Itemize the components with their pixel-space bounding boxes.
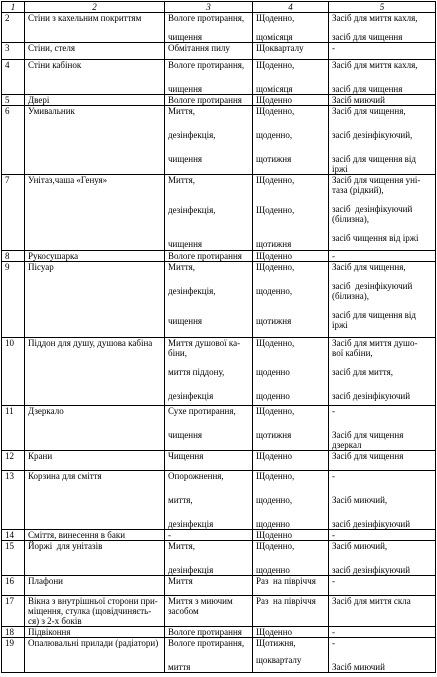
agent-cell: - Засіб миючий [329,638,436,673]
object-cell: Стіни кабінок [25,60,165,95]
object-cell: Піддон для душу, душова кабіна [25,338,165,406]
method-cell: Миття з миючим засобом [165,596,253,627]
row-number: 15 [2,541,25,576]
object-cell: Рукосушарка [25,251,165,262]
frequency-cell: Щоденно, щоденно, щотижня [253,262,329,338]
frequency-cell: Щоденно, щомісяця [253,60,329,95]
frequency-cell: Щоденно, Щоденно, щотижня [253,175,329,251]
object-cell: Двері [25,95,165,106]
frequency-cell: Щоденно, щомісяця [253,13,329,43]
frequency-cell: Щоденно [253,627,329,638]
agent-cell: Засіб миючий [329,95,436,106]
table-row [2,638,436,673]
method-cell: Миття, дезінфекція, чищення [165,106,253,175]
table-row [2,451,436,471]
agent-cell: Засіб для чищення уні- таза (рідкий), засіб дезінфікуючий (білизна), засіб чищення від іржі [329,175,436,251]
method-cell: Миття, дезінфекція [165,541,253,576]
object-cell: Унітаз,чаша «Генуя» [25,175,165,251]
table-row [2,251,436,262]
row-number: 13 [2,471,25,530]
frequency-cell: Щоденно [253,251,329,262]
row-number: 5 [2,95,25,106]
frequency-cell: Щокварталу [253,43,329,60]
agent-cell: - [329,530,436,541]
object-cell: Підвіконня [25,627,165,638]
agent-cell: - [329,627,436,638]
object-cell: Плафони [25,576,165,596]
method-cell: Опорожнення, миття, дезінфекція [165,471,253,530]
frequency-cell: Щоденно, щоденно щоденно [253,338,329,406]
table-row [2,576,436,596]
row-number: 16 [2,576,25,596]
agent-cell: - Засіб миючий, засіб дезінфікуючий [329,471,436,530]
table-row [2,541,436,576]
cleaning-schedule-table [1,1,436,673]
header-cell: 4 [253,2,329,13]
frequency-cell: Щоденно [253,530,329,541]
object-cell: Йоржі для унітазів [25,541,165,576]
header-row [2,2,436,13]
object-cell: Сміття, винесення в баки [25,530,165,541]
object-cell: Крани [25,451,165,471]
method-cell: Миття, дезінфекція, чищення [165,262,253,338]
method-cell: Миття [165,576,253,596]
method-cell: Вологе протирання [165,251,253,262]
header-cell: 5 [329,2,436,13]
row-number: 4 [2,60,25,95]
object-cell: Вікна з внутрішньої сторони при- міщення, стулка (щовідчиняєть- ся) з 2-х боків [25,596,165,627]
row-number: 7 [2,175,25,251]
table-row [2,338,436,406]
object-cell: Умивальник [25,106,165,175]
frequency-cell: Щоденно, щоденно, щоденно [253,471,329,530]
header-cell: 1 [2,2,25,13]
row-number: 8 [2,251,25,262]
table-row [2,262,436,338]
table-row [2,471,436,530]
table-row [2,95,436,106]
agent-cell: Засіб миючий, засіб дезінфікуючий [329,541,436,576]
object-cell: Пісуар [25,262,165,338]
object-cell: Дзеркало [25,406,165,451]
method-cell: Миття душової ка- біни, миття піддону, дезінфекція [165,338,253,406]
agent-cell: Засіб для чищення, засіб дезінфікуючий (білизна), засіб для чищення від іржі [329,262,436,338]
method-cell: - [165,530,253,541]
table-row [2,13,436,43]
row-number: 18 [2,627,25,638]
method-cell: Вологе протирання, чищення [165,60,253,95]
method-cell: Чищення [165,451,253,471]
frequency-cell: Щоденно, щотижня [253,406,329,451]
agent-cell: - [329,251,436,262]
method-cell: Вологе протирання [165,627,253,638]
table-row [2,596,436,627]
agent-cell: Засіб для миття душо- вої кабіни, засіб для миття, засіб дезінфікуючий [329,338,436,406]
frequency-cell: Раз на півріччя [253,596,329,627]
method-cell: Вологе протирання, миття [165,638,253,673]
agent-cell: Засіб для чищення, засіб дезінфікуючий, засіб для чищення від іржі [329,106,436,175]
row-number: 6 [2,106,25,175]
row-number: 10 [2,338,25,406]
frequency-cell: Щотижня, щокварталу [253,638,329,673]
agent-cell: Засіб для чищення [329,451,436,471]
method-cell: Вологе протирання [165,95,253,106]
row-number: 9 [2,262,25,338]
frequency-cell: Щоденно [253,95,329,106]
table-row [2,43,436,60]
table-row [2,106,436,175]
agent-cell: - Засіб для чищення дзеркал [329,406,436,451]
header-cell: 3 [165,2,253,13]
table-row [2,60,436,95]
row-number: 19 [2,638,25,673]
row-number: 3 [2,43,25,60]
row-number: 12 [2,451,25,471]
object-cell: Опалювальні прилади (радіатори) [25,638,165,673]
table-row [2,627,436,638]
header-cell: 2 [25,2,165,13]
method-cell: Миття, дезінфекція, чищення [165,175,253,251]
table-row [2,530,436,541]
row-number: 17 [2,596,25,627]
object-cell: Стіни з кахельним покриттям [25,13,165,43]
agent-cell: - [329,576,436,596]
frequency-cell: Щоденно, щоденно [253,541,329,576]
row-number: 14 [2,530,25,541]
agent-cell: - [329,43,436,60]
method-cell: Сухе протирання, чищення [165,406,253,451]
method-cell: Вологе протирання, чищення [165,13,253,43]
frequency-cell: Щоденно, щоденно, щотижня [253,106,329,175]
agent-cell: Засіб для миття кахля, засіб для чищення [329,13,436,43]
table-row [2,406,436,451]
row-number: 11 [2,406,25,451]
object-cell: Корзина для сміття [25,471,165,530]
frequency-cell: Щоденно [253,451,329,471]
table-row [2,175,436,251]
method-cell: Обмітання пилу [165,43,253,60]
agent-cell: Засіб для миття кахля, засіб для чищення [329,60,436,95]
row-number: 2 [2,13,25,43]
object-cell: Стіни, стеля [25,43,165,60]
agent-cell: Засіб для миття скла [329,596,436,627]
frequency-cell: Раз на півріччя [253,576,329,596]
